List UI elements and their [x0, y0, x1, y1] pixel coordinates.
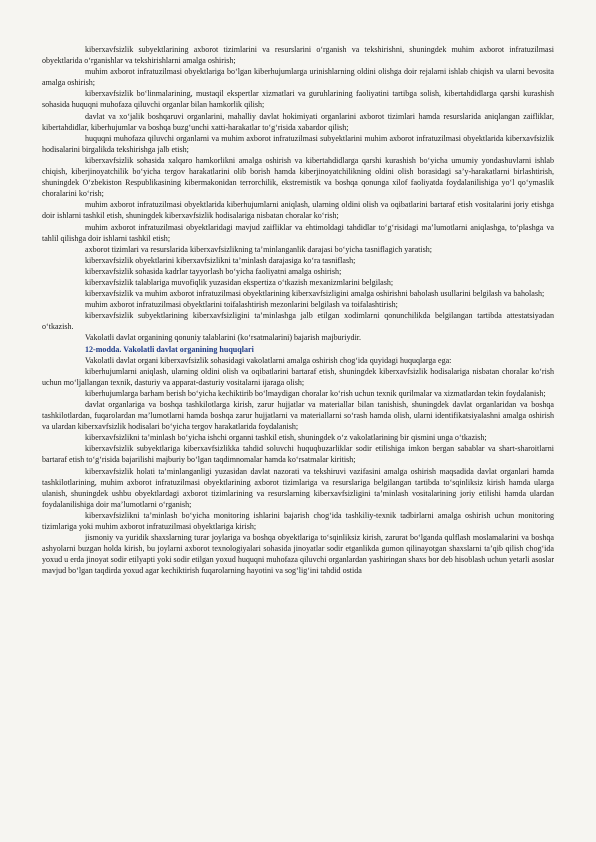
- paragraph: kiberhujumlarni aniqlash, ularning oldini olish va oqibatlarini bartaraf etish, shuningdek kiberxavfsizlik hodisalariga nisbatan choralar ko‘rish uchun mo‘ljallangan texnik, dasturiy va apparat-dasturiy vositalarni ijaraga olish;: [42, 366, 554, 387]
- document-body: [42, 44, 554, 577]
- paragraph: muhim axborot infratuzilmasi obyektlaridagi mavjud zaifliklar va ehtimoldagi tahdidlar to‘g‘risidagi ma’lumotlarni aniqlashga, to‘plashga va tahlil qilishga doir ishlarni tashkil etish;: [42, 222, 554, 243]
- paragraph: kiberxavfsizlik sohasida kadrlar tayyorlash bo‘yicha faoliyatni amalga oshirish;: [85, 266, 342, 276]
- paragraph: kiberxavfsizlik subyektlarining axborot tizimlarini va resurslarini o‘rganish va tekshirishni, shuningdek muhim axborot infratuzilmasi obyektlarida o‘rganishlar va tekshirishlarni amalga oshirish;: [42, 45, 554, 66]
- paragraph: Vakolatli davlat organining qonuniy talablarini (ko‘rsatmalarini) bajarish majburiydir.: [85, 333, 362, 343]
- paragraph: muhim axborot infratuzilmasi obyektlarini toifalashtirish mezonlarini belgilash va toifalashtirish;: [85, 300, 398, 310]
- paragraph: kiberxavfsizlikni ta’minlash bo‘yicha monitoring ishlarini bajarish chog‘ida tashkiliy-texnik tadbirlarni amalga oshirish uchun monitoring tizimlariga yoki muhim axborot infratuzilmasi obyektlariga kirish;: [42, 510, 554, 532]
- paragraph: kiberxavfsizlik bo‘linmalarining, mustaqil ekspertlar xizmatlari va guruhlarining faoliyatini tartibga solish, kibertahdidlarga qarshi kurashish sohasida huquqni muhofaza qiluvchi organlar bilan hamkorlik qilish;: [42, 89, 554, 110]
- paragraph: kiberxavfsizlikni ta’minlash bo‘yicha ishchi organni tashkil etish, shuningdek o‘z vakolatlarining bir qismini unga o‘tkazish;: [85, 433, 487, 443]
- paragraph: kiberxavfsizlik obyektlarini kiberxavfsizlikni ta’minlash darajasiga ko‘ra tasniflash;: [85, 255, 356, 265]
- paragraph: davlat va xo‘jalik boshqaruvi organlarini, mahalliy davlat hokimiyati organlarini axborot tizimlari hamda resurslarida aniqlangan zaifliklar, kibertahdidlar, kiberhujumlar va boshqa buzg‘unchi xatti-harakatlar to‘g‘risida xabardor qilish;: [42, 111, 554, 132]
- paragraphs-before-heading: [42, 44, 554, 344]
- paragraph: jismoniy va yuridik shaxslarning turar joylariga va boshqa obyektlariga to‘sqinliksiz kirish, zarurat bo‘lganda qulflash moslamalarini va boshqa ashyolarni buzgan holda kirish, bu joylarni axborot texnologiyalari sohasida jinoyatlar sodir etganlikda gumon qilinayotgan shaxslarni ta’qib qilish chog‘ida yoxud u erda jinoyat sodir etilyapti yoki sodir etilgan yoxud huquqni muhofaza qiluvchi organlardan yashiringan shaxs bor deb hisoblash uchun yetarli asoslar mavjud bo‘lgan taqdirda yoxud agar kechiktirish fuqarolarning hayotini va sog‘lig‘ini tahdid ostida: [42, 533, 554, 576]
- paragraph: kiberxavfsizlik va muhim axborot infratuzilmasi obyektlarining kiberxavfsizligini amalga oshirishni baholash usullarini belgilash va baholash;: [85, 289, 545, 299]
- paragraph: kiberxavfsizlik sohasida xalqaro hamkorlikni amalga oshirish va kibertahdidlarga qarshi kurashish bo‘yicha umumiy yondashuvlarni ishlab chiqish, kiberjinoyatchilik bo‘yicha tergov harakatlarini olib borish hamda kiberjinoyatchilikning oldini olish borasidagi sa’y-harakatlarni birlashtirish, shuningdek O‘zbekiston Respublikasining kibermakonidan terrorchilik, ekstremistik va boshqa qonunga xilof faoliyatda foydalanilishiga yo‘l qo‘ymaslik choralarini ko‘rish;: [42, 155, 554, 199]
- paragraph: huquqni muhofaza qiluvchi organlarni va muhim axborot infratuzilmasi subyektlarini muhim axborot infratuzilmasi obyektlarida kiberxavfsizlik hodisalarini birgalikda tekshirishga jalb etish;: [42, 133, 554, 154]
- article-heading: 12-modda. Vakolatli davlat organining huquqlari: [85, 344, 254, 354]
- paragraph: muhim axborot infratuzilmasi obyektlariga bo‘lgan kiberhujumlarga urinishlarning oldini olishga doir rejalarni ishlab chiqish va ularni bevosita amalga oshirish;: [42, 67, 554, 88]
- paragraph: Vakolatli davlat organi kiberxavfsizlik sohasidagi vakolatlarni amalga oshirish chog‘ida quyidagi huquqlarga ega:: [85, 355, 452, 365]
- paragraph: muhim axborot infratuzilmasi obyektlarida kiberhujumlarni aniqlash, ularning oldini olish va oqibatlarini bartaraf etish vositalarini joriy etishga doir ishlarni tashkil etish, shuningdek kiberxavfsizlik hodisalariga nisbatan choralar ko‘rish;: [42, 200, 554, 221]
- paragraph: kiberxavfsizlik subyektlarining kiberxavfsizligini ta’minlashga jalb etilgan xodimlarni qonunchilikda belgilangan tartibda attestatsiyadan o‘tkazish.: [42, 311, 554, 332]
- paragraphs-after-heading: [42, 355, 554, 577]
- paragraph: axborot tizimlari va resurslarida kiberxavfsizlikning ta’minlanganlik darajasi bo‘yicha tasniflagich yaratish;: [85, 244, 433, 254]
- paragraph: kiberxavfsizlik subyektlariga kiberxavfsizlikka tahdid soluvchi huquqbuzarliklar sodir etilishiga imkon bergan sabablar va shart-sharoitlarni bartaraf etish to‘g‘risida bajarilishi majburiy bo‘lgan taqdimnomalar hamda ko‘rsatmalar kiritish;: [42, 444, 554, 465]
- paragraph: davlat organlariga va boshqa tashkilotlarga kirish, zarur hujjatlar va materiallar bilan tanishish, shuningdek davlat organlaridan va boshqa tashkilotlardan, fuqarolardan ma’lumotlarni hamda boshqa zarur hujjatlarni va materiallarni so‘rash hamda olish, ularni identifikatsiyalashni amalga oshirish va ulardan kiberxavfsizlik hodisalari bo‘yicha tergov harakatlarida foydalanish;: [42, 400, 554, 432]
- paragraph: kiberhujumlarga barham berish bo‘yicha kechiktirib bo‘lmaydigan choralar ko‘rish uchun texnik qurilmalar va xizmatlardan tekin foydalanish;: [85, 388, 546, 398]
- paragraph: kiberxavfsizlik holati ta’minlanganligi yuzasidan davlat nazorati va tekshiruvi vazifasini amalga oshirish maqsadida davlat organlari hamda tashkilotlarining, muhim axborot infratuzilmasi obyektlarining axborot tizimlariga va resurslariga belgilangan tartibda to‘sqinliksiz kirish hamda ularga ulanish, shuningdek ushbu obyektlardagi axborot tizimlarining va resurslarning kiberxavfsizligini ta’minlash vositalarining joriy etilishi hamda ulardan foydalanilishiga doir ma’lumotlarni o‘rganish;: [42, 466, 554, 509]
- paragraph: kiberxavfsizlik talablariga muvofiqlik yuzasidan ekspertiza o‘tkazish mexanizmlarini belgilash;: [85, 277, 394, 287]
